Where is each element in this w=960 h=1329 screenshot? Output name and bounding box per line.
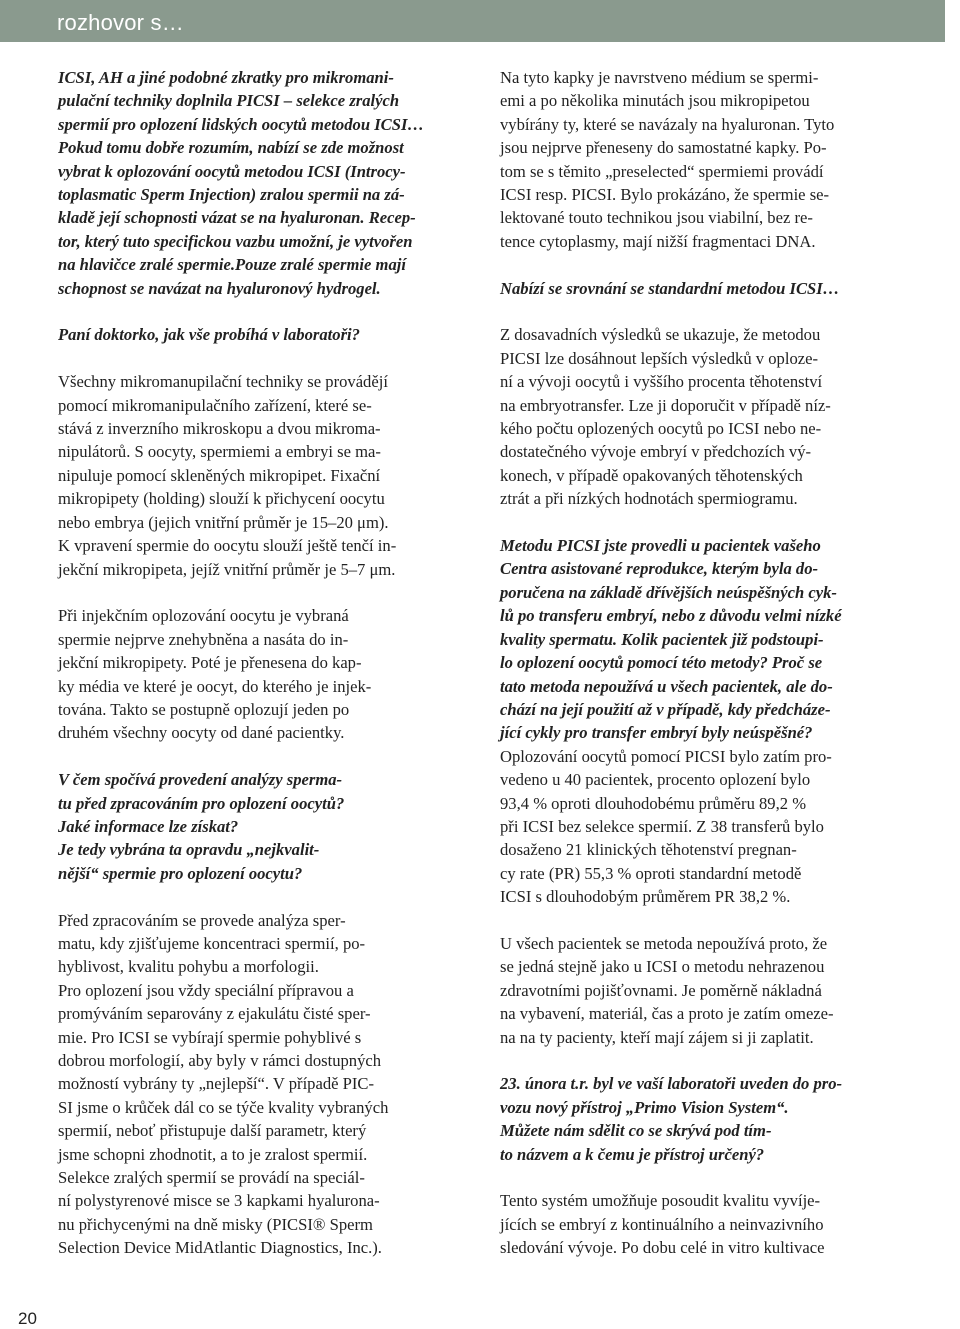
interview-question: Nabízí se srovnání se standardní metodou ICSI… — [500, 278, 840, 298]
interview-question: Paní doktorko, jak vše probíhá v laboratoři? — [58, 325, 360, 345]
interview-answer: Všechny mikromanupilační techniky se provádějí pomocí mikromanipulačního zařízení, které se- stává z inverzního mikroskopu a dvou mikroma- nipulátorů. S oocyty, spermiemi a embryi se ma- nipuluje pomocí skleněných mikropipet. Fixační mikropipety (holding) slouží k přichycení oocytu nebo embrya (jejich vnitřní průměr je 15–20 μm). K vpravení spermie do oocytu slouží ještě tenčí in- jekční mikropipeta, jejíž vnitřní průměr je 5–7 μm. — [58, 372, 397, 579]
section-header-bar — [0, 0, 945, 42]
interview-question: Metodu PICSI jste provedli u pacientek vašeho Centra asistované reprodukce, kterým byla do- poručena na základě dřívějších neúspěšných cyk- lů po transferu embryí, nebo z důvodu velmi nízké kvality spermatu. Kolik pacientek již podstoupi- lo oplození oocytů pomocí této metody? Proč se tato metoda nepoužívá u všech pacientek, ale do- chází na její použití až v případě, kdy předcháze- jící cykly pro transfer embryí byly neúspěšné? — [500, 536, 842, 743]
left-column — [58, 66, 468, 1283]
right-column — [500, 66, 885, 1283]
interview-answer: Na tyto kapky je navrstveno médium se spermi- emi a po několika minutách jsou mikropipetou vybírány ty, které se navázaly na hyaluronan. Tyto jsou nejprve přeneseny do samostatné kapky. Po- tom se s těmito „preselected“ spermiemi provádí ICSI resp. PICSI. Bylo prokázáno, že spermie se- lektované touto technikou jsou viabilní, bez re- tence cytoplasmy, mají nižší fragmentaci DNA. — [500, 68, 835, 251]
page-number: 20 — [18, 1309, 37, 1328]
interview-answer: Před zpracováním se provede analýza sper- matu, kdy zjišťujeme koncentraci spermií, po- hyblivost, kvalitu pohybu a morfologii. Pro oplození jsou vždy speciální přípravou a promýváním separovány z ejakulátu čisté sper- mie. Pro ICSI se vybírají spermie pohyblivé s dobrou morfologií, aby byly v rámci dostupných možností vybrány ty „nejlepší“. V případě PIC- SI jsme o krůček dál co se týče kvality vybraných spermií, neboť přistupuje další parametr, který jsme schopni zhodnotit, a to je zralost spermií. Selekce zralých spermií se provádí na speciál- ní polystyrenové misce se 3 kapkami hyalurona- nu přichycenými na dně misky (PICSI® Sperm Selection Device MidAtlantic Diagnostics, Inc.). — [58, 910, 389, 1258]
interview-question: 23. února t.r. byl ve vaší laboratoři uveden do pro- vozu nový přístroj „Primo Vision System“. Můžete nám sdělit co se skrývá pod tím- to názvem a k čemu je přístroj určený? — [500, 1074, 843, 1164]
interview-answer: Z dosavadních výsledků se ukazuje, že metodou PICSI lze dosáhnout lepších výsledků v oploze- ní a vývoji oocytů i vyššího procenta těhotenství na embryotransfer. Lze ji doporučit v případě níz- kého počtu oplozených oocytů po ICSI nebo ne- dostatečného vývoje embryí v předchozích vý- konech, v případě opakovaných těhotenských ztrát a při nízkých hodnotách spermiogramu. — [500, 325, 831, 509]
interview-answer: U všech pacientek se metoda nepoužívá proto, že se jedná stejně jako u ICSI o metodu nehrazenou zdravotními pojišťovnami. Je poměrně nákladná na vybavení, materiál, čas a proto je zatím omeze- na na ty pacienty, kteří mají zájem si ji zaplatit. — [500, 933, 834, 1047]
interview-question: V čem spočívá provedení analýzy sperma- tu před zpracováním pro oplození oocytů? Jaké informace lze získat? Je tedy vybrána ta opravdu „nejkvalit- nější“ spermie pro oplození oocytu? — [58, 770, 345, 883]
section-label: rozhovor s… — [57, 10, 184, 35]
interview-question: ICSI, AH a jiné podobné zkratky pro mikromani- pulační techniky doplnila PICSI – selekce zralých spermií pro oplození lidských oocytů metodou ICSI… Pokud tomu dobře rozumím, nabízí se zde možnost vybrat k oplozování oocytů metodou ICSI (Introcy- toplasmatic Sperm Injection) zralou spermii na zá- kladě její schopnosti vázat se na hyaluronan. Recep- tor, který tuto specifickou vazbu umožní, je vytvořen na hlavičce zralé spermie.Pouze zralé spermie mají schopnost se navázat na hyaluronový hydrogel. — [58, 68, 425, 298]
interview-answer: Oplozování oocytů pomocí PICSI bylo zatím pro- vedeno u 40 pacientek, procento oplození bylo 93,4 % oproti dlouhodobému průměru 89,2 % při ICSI bez selekce spermií. Z 38 transferů bylo dosaženo 21 klinických těhotenství pregnan- cy rate (PR) 55,3 % oproti standardní metodě ICSI s dlouhodobým průměrem PR 38,2 %. — [500, 746, 832, 907]
interview-answer: Tento systém umožňuje posoudit kvalitu vyvíje- jících se embryí z kontinuálního a neinvazivního sledování vývoje. Po dobu celé in vitro kultivace — [500, 1191, 825, 1258]
interview-answer: Při injekčním oplozování oocytu je vybraná spermie nejprve znehybněna a nasáta do in- jekční mikropipety. Poté je přenesena do kap- ky média ve které je oocyt, do kterého je injek- tována. Takto se postupně oplozují jeden po druhém všechny oocyty od dané pacientky. — [58, 606, 372, 743]
